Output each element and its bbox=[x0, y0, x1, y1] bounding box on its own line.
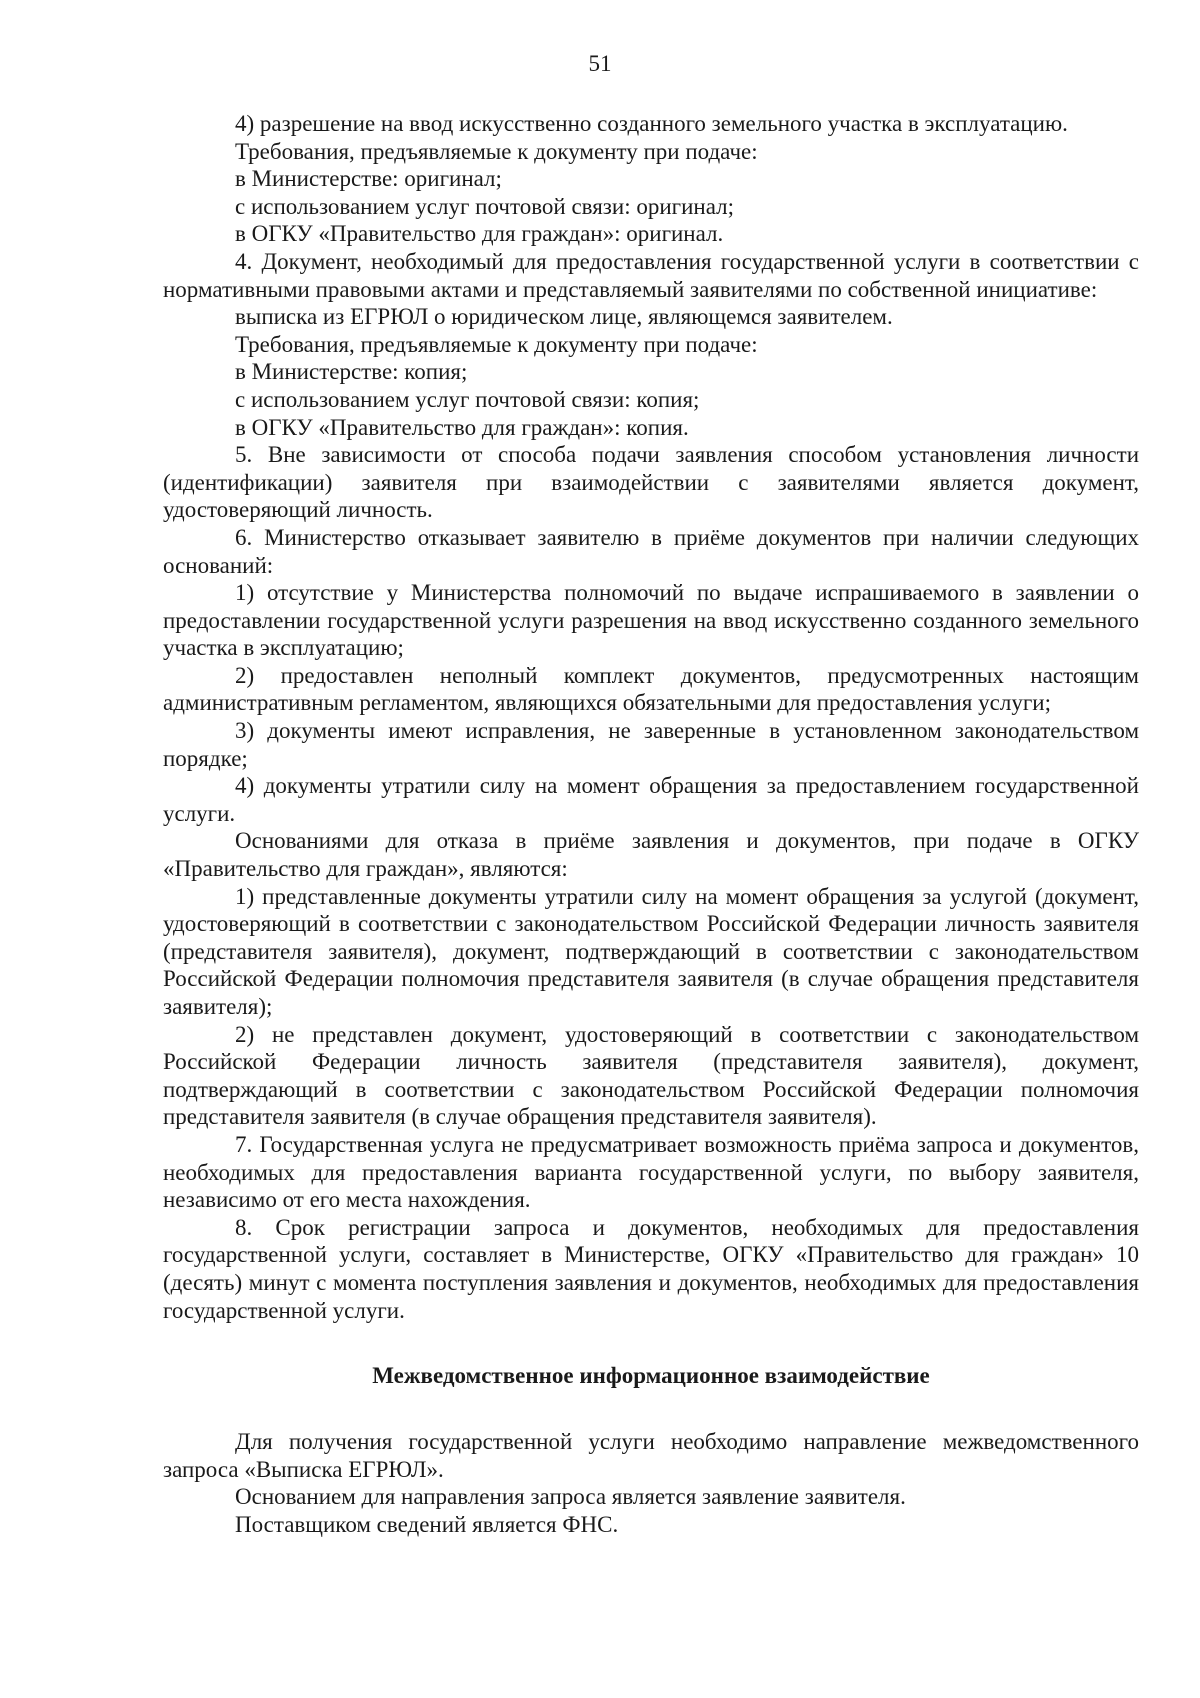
section-heading: Межведомственное информационное взаимодействие bbox=[372, 1363, 930, 1389]
paragraph: 5. Вне зависимости от способа подачи заявления способом установления личности (идентификации) заявителя при взаимодействии с заявителями является документ, удостоверяющий личность. bbox=[163, 442, 1139, 523]
paragraph: Для получения государственной услуги необходимо направление межведомственного запроса «Выписка ЕГРЮЛ». bbox=[163, 1429, 1139, 1482]
paragraph: в ОГКУ «Правительство для граждан»: оригинал. bbox=[235, 221, 724, 247]
paragraph: 1) представленные документы утратили силу на момент обращения за услугой (документ, удостоверяющий в соответствии с законодательством Российской Федерации личность заявителя (представителя заявителя), документ, подтверждающий в соответствии с законодательством Российской Федерации полномочия представителя заявителя (в случае обращения представителя заявителя); bbox=[163, 883, 1139, 1019]
paragraph: 4) документы утратили силу на момент обращения за предоставлением государственной услуги. bbox=[163, 773, 1139, 826]
paragraph: Основаниями для отказа в приёме заявления и документов, при подаче в ОГКУ «Правительство для граждан», являются: bbox=[163, 828, 1139, 882]
paragraph: Требования, предъявляемые к документу при подаче: bbox=[235, 138, 758, 164]
paragraph: 4) разрешение на ввод искусственно созданного земельного участка в эксплуатацию. bbox=[235, 111, 1068, 136]
paragraph: 6. Министерство отказывает заявителю в приёме документов при наличии следующих оснований: bbox=[163, 524, 1139, 578]
paragraph: 3) документы имеют исправления, не заверенные в установленном законодательством порядке; bbox=[163, 718, 1139, 771]
page-number: 51 bbox=[588, 51, 612, 76]
paragraph: в ОГКУ «Правительство для граждан»: копия. bbox=[235, 414, 689, 440]
paragraph: с использованием услуг почтовой связи: оригинал; bbox=[235, 193, 734, 219]
document-body bbox=[163, 110, 1139, 1539]
paragraph: 8. Срок регистрации запроса и документов, необходимых для предоставления государственной услуги, составляет в Министерстве, ОГКУ «Правительство для граждан» 10 (десять) минут с момента поступления заявления и документов, необходимых для предоставления государственной услуги. bbox=[163, 1214, 1139, 1323]
paragraph: в Министерстве: копия; bbox=[235, 359, 468, 385]
paragraph: Основанием для направления запроса является заявление заявителя. bbox=[235, 1484, 906, 1510]
paragraph: 1) отсутствие у Министерства полномочий по выдаче испрашиваемого в заявлении о предоставлении государственной услуги разрешения на ввод искусственно созданного земельного участка в эксплуатацию; bbox=[163, 580, 1139, 661]
paragraph: в Министерстве: оригинал; bbox=[235, 166, 502, 192]
paragraph: 2) предоставлен неполный комплект документов, предусмотренных настоящим административным регламентом, являющихся обязательными для предоставления услуги; bbox=[163, 662, 1139, 716]
paragraph: выписка из ЕГРЮЛ о юридическом лице, являющемся заявителем. bbox=[235, 304, 893, 330]
paragraph: Поставщиком сведений является ФНС. bbox=[235, 1511, 619, 1537]
paragraph: 4. Документ, необходимый для предоставления государственной услуги в соответствии с нормативными правовыми актами и представляемый заявителями по собственной инициативе: bbox=[163, 248, 1139, 302]
paragraph: 7. Государственная услуга не предусматривает возможность приёма запроса и документов, необходимых для предоставления варианта государственной услуги, по выбору заявителя, независимо от его места нахождения. bbox=[163, 1131, 1139, 1213]
paragraph: с использованием услуг почтовой связи: копия; bbox=[235, 386, 700, 412]
paragraph: 2) не представлен документ, удостоверяющий в соответствии с законодательством Российской Федерации личность заявителя (представителя заявителя), документ, подтверждающий в соответствии с законодательством Российской Федерации полномочия представителя заявителя (в случае обращения представителя заявителя). bbox=[163, 1021, 1139, 1130]
paragraph: Требования, предъявляемые к документу при подаче: bbox=[235, 331, 758, 357]
